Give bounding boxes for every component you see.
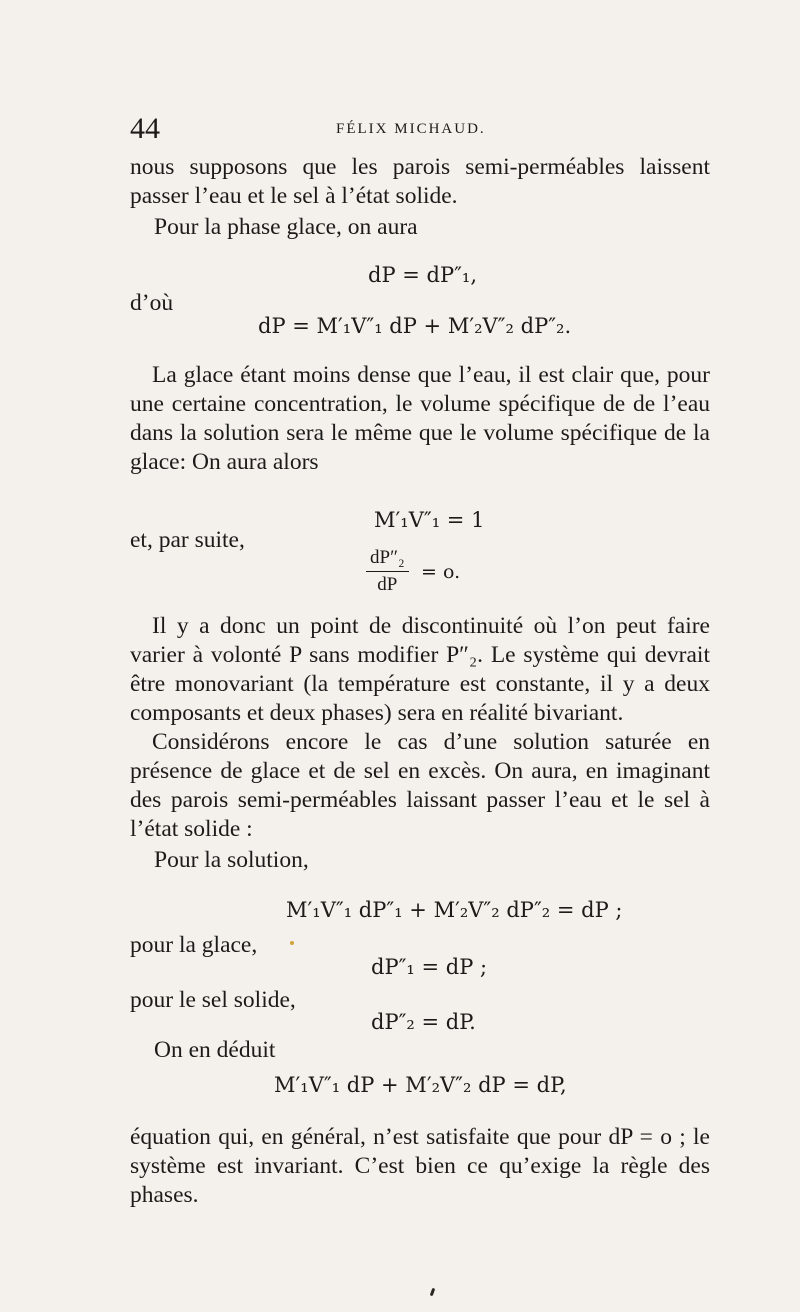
paragraph-8: Pour la solution, xyxy=(154,847,309,873)
paragraph-10: pour le sel solide, xyxy=(130,987,296,1013)
paragraph-11: On en déduit xyxy=(154,1037,276,1063)
page-number: 44 xyxy=(130,112,160,145)
paragraph-9: pour la glace, xyxy=(130,932,258,958)
paragraph-6: Il y a donc un point de discontinuité où l’on peut faire varier à volonté P sans modifier P″₂. Le système qui devrait être monovariant (la température est constante, il y a deux composants et deux phases) sera en réalité bivariant. xyxy=(130,613,710,726)
page-header xyxy=(130,112,710,152)
paragraph-7: Considérons encore le cas d’une solution saturée en présence de glace et de sel en excès. On aura, en imaginant des parois semi-perméables laissant passer l’eau et le sel à l’état solide : xyxy=(130,729,710,842)
ink-mark xyxy=(430,1288,436,1297)
paragraph-12: équation qui, en général, n’est satisfaite que pour dP = o ; le système est invariant. C’est bien ce qu’exige la règle des phases. xyxy=(130,1124,710,1208)
equation-3: M′₁V″₁ = 1 xyxy=(374,508,485,532)
paragraph-3: d’où xyxy=(130,290,174,316)
equation-5: M′₁V″₁ dP″₁ + M′₂V″₂ dP″₂ = dP ; xyxy=(286,898,623,922)
fraction-numerator: dP″₂ xyxy=(370,547,405,568)
running-head: FÉLIX MICHAUD. xyxy=(336,121,486,137)
paragraph-1: nous supposons que les parois semi-perméables laissent passer l’eau et le sel à l’état solide. xyxy=(130,154,710,209)
equation-7: dP″₂ = dP. xyxy=(371,1010,476,1034)
equation-6: dP″₁ = dP ; xyxy=(371,955,488,979)
paragraph-5: et, par suite, xyxy=(130,527,245,553)
equation-2: dP = M′₁V″₁ dP + M′₂V″₂ dP″₂. xyxy=(258,314,572,338)
equation-1: dP = dP″₁, xyxy=(368,263,478,287)
paragraph-2: Pour la phase glace, on aura xyxy=(154,214,418,240)
equation-4-rhs: = o. xyxy=(421,561,461,583)
equation-8: M′₁V″₁ dP + M′₂V″₂ dP = dP, xyxy=(274,1073,567,1097)
fraction-denominator: dP xyxy=(377,574,398,595)
ink-speck xyxy=(290,941,294,945)
fraction-bar xyxy=(366,571,409,572)
equation-4-fraction xyxy=(366,547,409,596)
paragraph-4: La glace étant moins dense que l’eau, il est clair que, pour une certaine concentration, le volume spécifique de de l’eau dans la solution sera le même que le volume spécifique de la glace: On aura alors xyxy=(130,362,710,475)
